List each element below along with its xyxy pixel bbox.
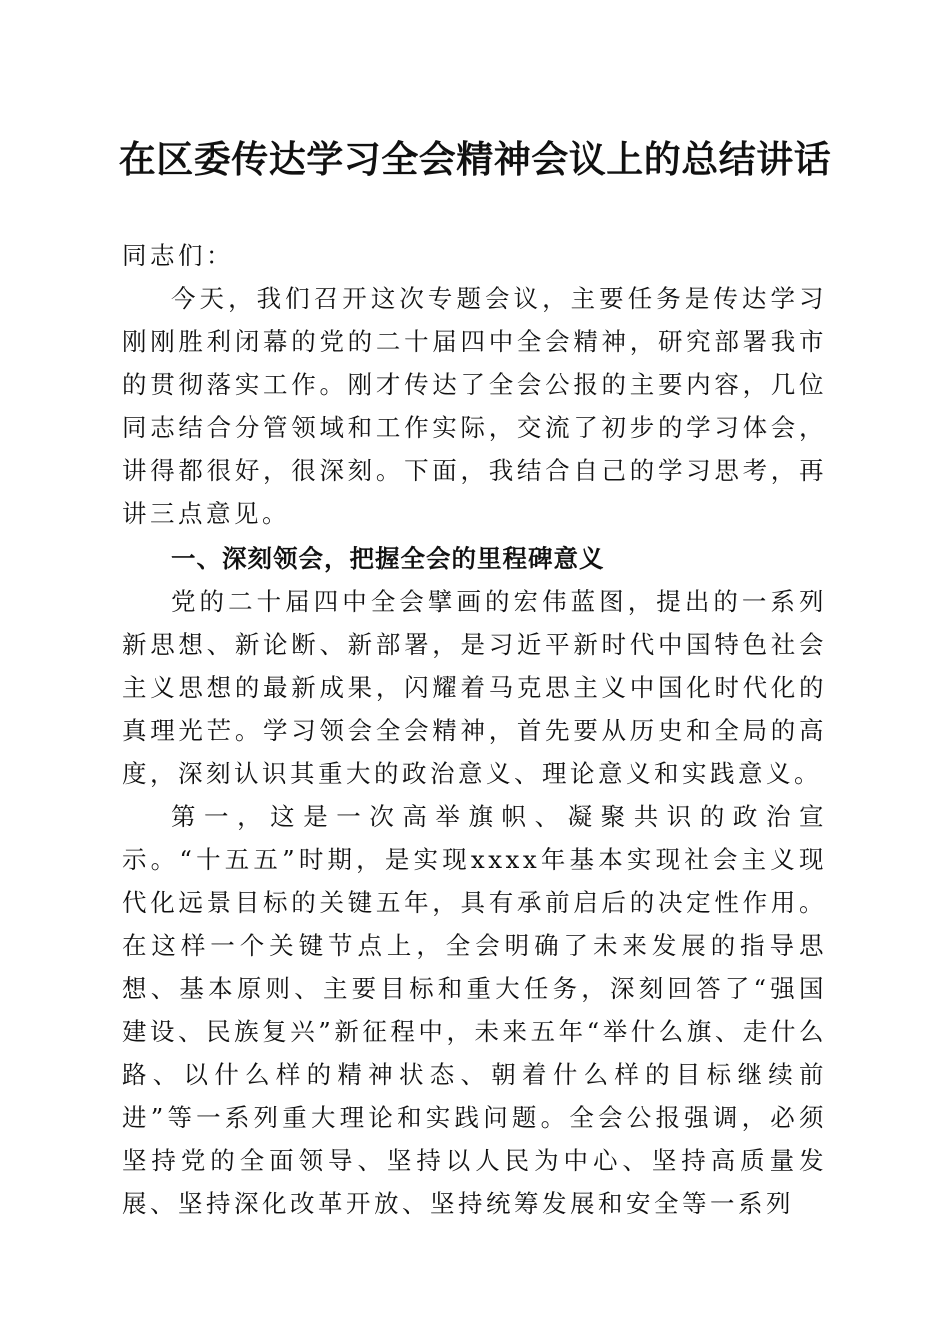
paragraph-intro: 今天，我们召开这次专题会议，主要任务是传达学习刚刚胜利闭幕的党的二十届四中全会精神，研究部署我市的贯彻落实工作。刚才传达了全会公报的主要内容，几位同志结合分管领域和工作实际，交流了初步的学习体会，讲得都很好，很深刻。下面，我结合自己的学习思考，再讲三点意见。 — [122, 284, 827, 528]
document-title: 在区委传达学习全会精神会议上的总结讲话 — [118, 137, 832, 181]
salutation: 同志们： — [122, 241, 234, 270]
document-body — [122, 234, 827, 1225]
paragraph-significance: 党的二十届四中全会擘画的宏伟蓝图，提出的一系列新思想、新论断、新部署，是习近平新时代中国特色社会主义思想的最新成果，闪耀着马克思主义中国化时代化的真理光芒。学习领会全会精神，首先要从历史和全局的高度，深刻认识其重大的政治意义、理论意义和实践意义。 — [122, 587, 827, 788]
section-heading-1: 一、深刻领会，把握全会的里程碑意义 — [171, 544, 605, 573]
paragraph-first-point: 第一，这是一次高举旗帜、凝聚共识的政治宣示。“十五五”时期，是实现xxxx年基本实现社会主义现代化远景目标的关键五年，具有承前启后的决定性作用。在这样一个关键节点上，全会明确了未来发展的指导思想、基本原则、主要目标和重大任务，深刻回答了“强国建设、民族复兴”新征程中，未来五年“举什么旗、走什么路、以什么样的精神状态、朝着什么样的目标继续前进”等一系列重大理论和实践问题。全会公报强调，必须坚持党的全面领导、坚持以人民为中心、坚持高质量发展、坚持深化改革开放、坚持统筹发展和安全等一系列 — [122, 802, 827, 1218]
